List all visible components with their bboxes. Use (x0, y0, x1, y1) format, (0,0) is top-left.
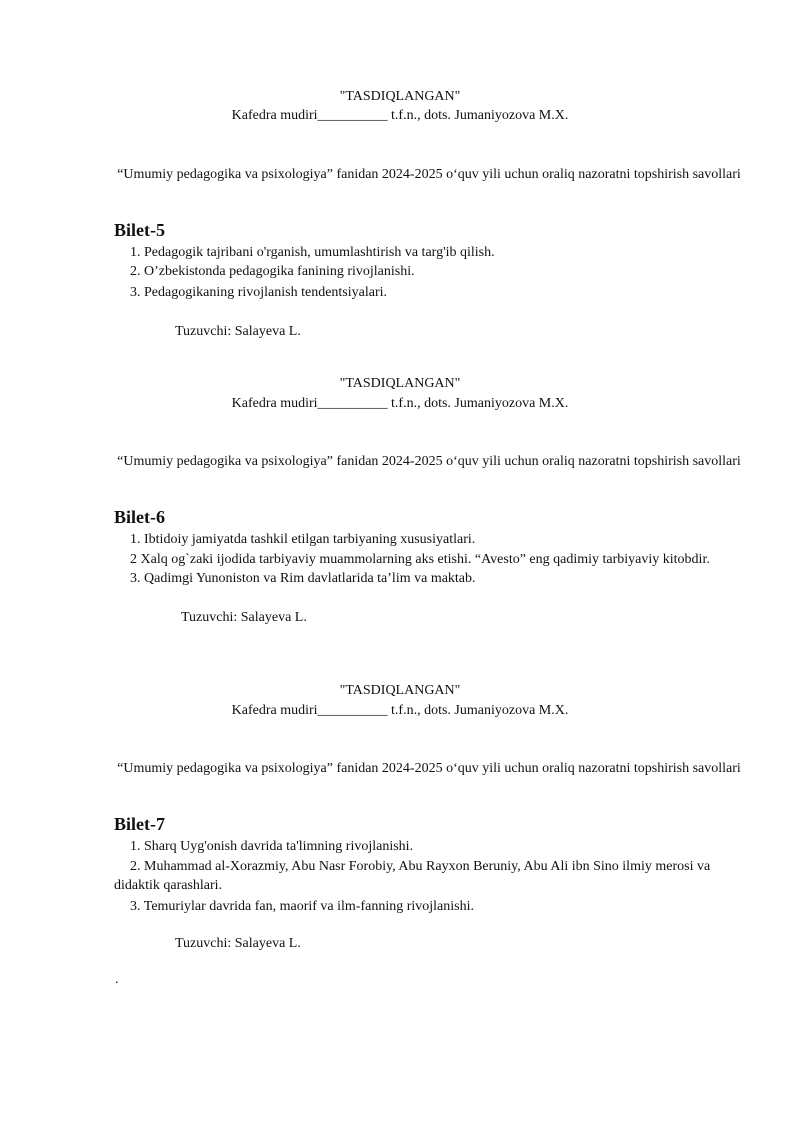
document-title: “Umumiy pedagogika va psixologiya” fanidan 2024-2025 o‘quv yili uchun oraliq nazoratni topshirish savollari (117, 454, 741, 469)
department-head-line: Kafedra mudiri__________ t.f.n., dots. Jumaniyozova M.X. (231, 703, 569, 718)
question-item: 1. Sharq Uyg'onish davrida ta'limning rivojlanishi. (130, 839, 414, 854)
document-title: “Umumiy pedagogika va psixologiya” fanidan 2024-2025 o‘quv yili uchun oraliq nazoratni topshirish savollari (117, 761, 741, 776)
question-item: 2. Muhammad al-Xorazmiy, Abu Nasr Forobiy, Abu Rayxon Beruniy, Abu Ali ibn Sino ilmiy merosi va didaktik qarashlari. (114, 859, 711, 893)
author-line: Tuzuvchi: Salayeva L. (181, 610, 307, 625)
question-item: 3. Qadimgi Yunoniston va Rim davlatlarida ta’lim va maktab. (130, 571, 476, 586)
question-item: 3. Temuriylar davrida fan, maorif va ilm-fanning rivojlanishi. (130, 899, 474, 914)
approval-stamp: "TASDIQLANGAN" (339, 683, 461, 698)
approval-stamp: "TASDIQLANGAN" (339, 89, 461, 104)
author-line: Tuzuvchi: Salayeva L. (175, 324, 301, 339)
question-item: 2. O’zbekistonda pedagogika fanining rivojlanishi. (130, 264, 415, 279)
question-item: 1. Pedagogik tajribani o'rganish, umumlashtirish va targ'ib qilish. (130, 245, 495, 260)
bilet-heading: Bilet-6 (114, 507, 165, 527)
question-item: 3. Pedagogikaning rivojlanish tendentsiyalari. (130, 285, 388, 300)
department-head-line: Kafedra mudiri__________ t.f.n., dots. Jumaniyozova M.X. (231, 108, 569, 123)
author-line: Tuzuvchi: Salayeva L. (175, 936, 301, 951)
bilet-heading: Bilet-7 (114, 814, 165, 834)
bilet-heading: Bilet-5 (114, 220, 165, 240)
question-item: 1. Ibtidoiy jamiyatda tashkil etilgan tarbiyaning xususiyatlari. (130, 532, 476, 547)
department-head-line: Kafedra mudiri__________ t.f.n., dots. Jumaniyozova M.X. (231, 396, 569, 411)
question-item: 2 Xalq og`zaki ijodida tarbiyaviy muammolarning aks etishi. “Avesto” eng qadimiy tarbiyaviy kitobdir. (130, 552, 710, 567)
approval-stamp: "TASDIQLANGAN" (339, 376, 461, 391)
trailing-mark: . (115, 972, 119, 987)
document-title: “Umumiy pedagogika va psixologiya” fanidan 2024-2025 o‘quv yili uchun oraliq nazoratni topshirish savollari (117, 167, 741, 182)
